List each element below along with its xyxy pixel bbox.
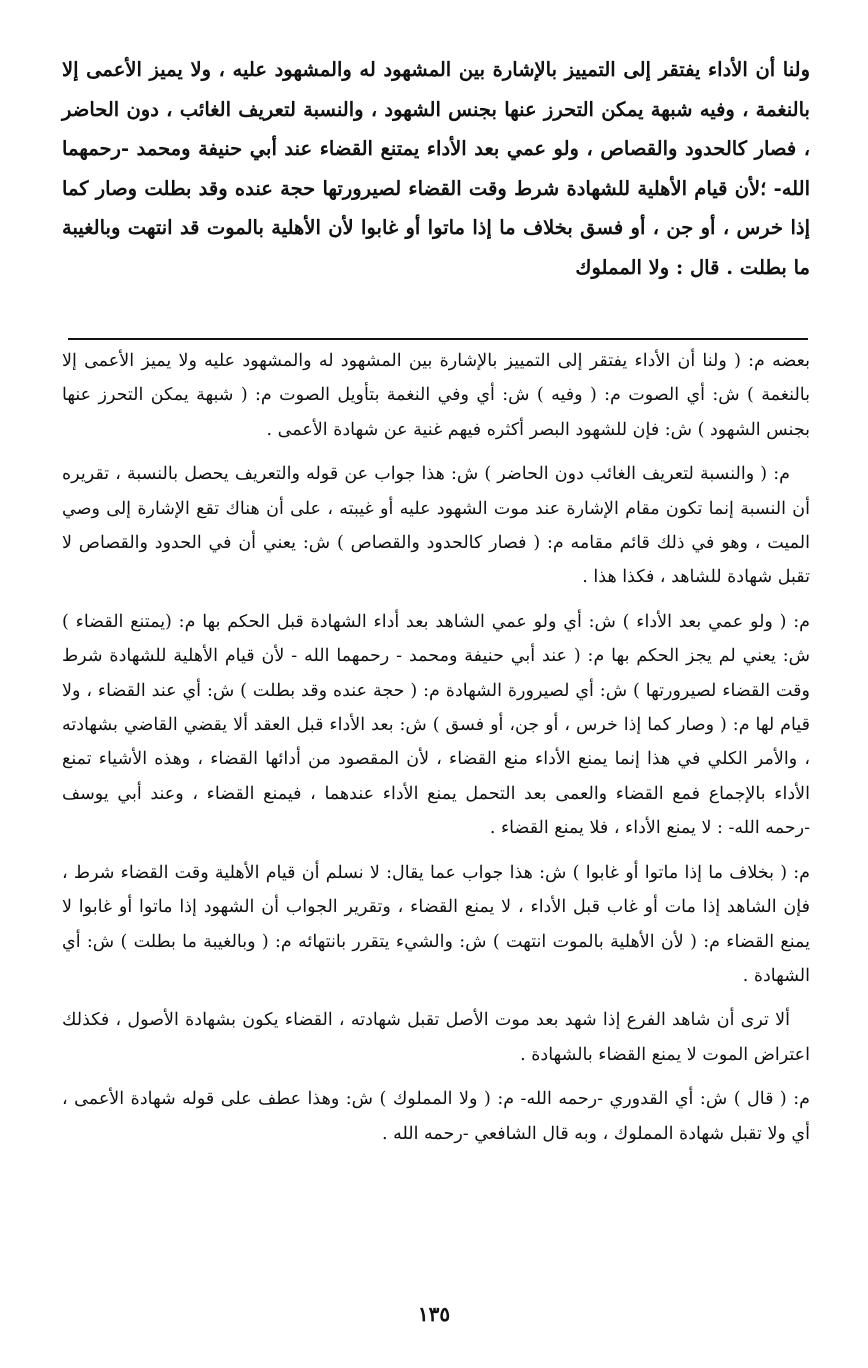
commentary-paragraph-5: ألا ترى أن شاهد الفرع إذا شهد بعد موت الأصل تقبل شهادته ، القضاء يكون بشهادة الأصول ، فكذلك اعتراض الموت لا يمنع القضاء بالشهادة . bbox=[62, 1010, 810, 1065]
commentary-paragraph-3: م: ( ولو عمي بعد الأداء ) ش: أي ولو عمي الشاهد بعد أداء الشهادة قبل الحكم بها م: (يمتنع القضاء ) ش: يعني لم يجز الحكم بها م: ( عند أبي حنيفة ومحمد - رحمهما الله - لأن قيام الأهلية للشهادة شرط وقت القضاء لصيرورتها ) ش: أي لصيرورة الشهادة م: ( حجة عنده وقد بطلت ) ش: أي عند القضاء ، ولا قيام لها م: ( وصار كما إذا خرس ، أو جن، أو فسق ) ش: بعد الأداء قبل العقد ألا يقضي القاضي بشهادته ، والأمر الكلي في هذا إنما يمنع الأداء منع القضاء ، لأن المقصود من أدائها القضاء ، وهذه الأشياء تمنع الأداء بالإجماع فمع القضاء والعمى بعد التحمل يمنع الأداء عندهما ، فيمنع القضاء ، وعند أبي يوسف -رحمه الله- : لا يمنع الأداء ، فلا يمنع القضاء . bbox=[62, 611, 810, 839]
page-number: ١٣٥ bbox=[417, 1302, 451, 1326]
main-text-block bbox=[62, 50, 810, 287]
commentary-paragraph-2: م: ( والنسبة لتعريف الغائب دون الحاضر ) ش: هذا جواب عن قوله والتعريف يحصل بالنسبة ، تقريره أن النسبة إنما تكون مقام الإشارة عند موت الشهود عليه أو غيبته ، على أن هناك تقع الإشارة إلى وصي الميت ، وهو في ذلك قائم مقامه م: ( فصار كالحدود والقصاص ) ش: يعني أن في الحدود والقصاص لا تقبل شهادة للشاهد ، فكذا هذا . bbox=[62, 464, 810, 588]
commentary-paragraph-4: م: ( بخلاف ما إذا ماتوا أو غابوا ) ش: هذا جواب عما يقال: لا نسلم أن قيام الأهلية وقت القضاء شرط ، فإن الشاهد إذا مات أو غاب قبل الأداء ، لا يمنع القضاء ، وتقرير الجواب أن الشهود إذا ماتوا أو غابوا لا يمنع القضاء م: ( لأن الأهلية بالموت انتهت ) ش: والشيء يتقرر بانتهائه م: ( وبالغيبة ما بطلت ) ش: أي الشهادة . bbox=[62, 862, 810, 986]
commentary-block bbox=[62, 344, 810, 1161]
footnote-divider bbox=[68, 338, 808, 340]
commentary-paragraph-1: بعضه م: ( ولنا أن الأداء يفتقر إلى التمييز بالإشارة بين المشهود له والمشهود عليه ولا يميز الأعمى إلا بالنغمة ) ش: أي الصوت م: ( وفيه ) ش: أي وفي النغمة بتأويل الصوت م: ( شبهة يمكن التحرز عنها بجنس الشهود ) ش: فإن للشهود البصر أكثره فيهم غنية عن شهادة الأعمى . bbox=[62, 351, 810, 440]
commentary-paragraph-6: م: ( قال ) ش: أي القدوري -رحمه الله- م: ( ولا المملوك ) ش: وهذا عطف على قوله شهادة الأعمى ، أي ولا تقبل شهادة المملوك ، وبه قال الشافعي -رحمه الله . bbox=[62, 1089, 810, 1144]
main-text-paragraph: ولنا أن الأداء يفتقر إلى التمييز بالإشارة بين المشهود له والمشهود عليه ، ولا يميز الأعمى إلا بالنغمة ، وفيه شبهة يمكن التحرز عنها بجنس الشهود ، والنسبة لتعريف الغائب ، دون الحاضر ، فصار كالحدود والقصاص ، ولو عمي بعد الأداء يمتنع القضاء عند أبي حنيفة ومحمد -رحمهما الله- ؛لأن قيام الأهلية للشهادة شرط وقت القضاء لصيرورتها حجة عنده وقد بطلت وصار كما إذا خرس ، أو جن ، أو فسق بخلاف ما إذا ماتوا أو غابوا لأن الأهلية بالموت قد انتهت وبالغيبة ما بطلت . قال : ولا المملوك bbox=[62, 58, 810, 279]
